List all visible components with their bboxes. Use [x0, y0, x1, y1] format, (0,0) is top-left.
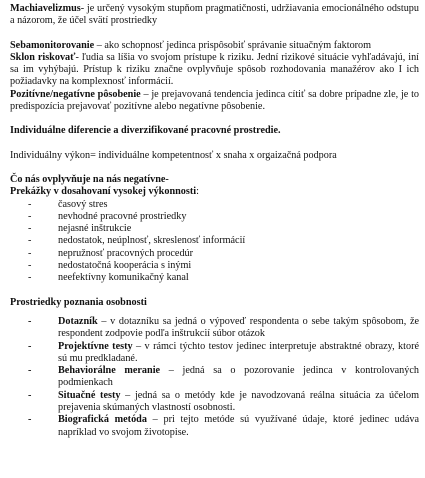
formula-individualny-vykon: Individuálny výkon= individuálne kompetentnosť x snaha x orgaizačná podpora [10, 149, 337, 161]
list-item: - časový stres [28, 199, 419, 211]
list-item [28, 365, 419, 390]
list-item: - nepružnosť pracovných procedúr [28, 248, 419, 260]
term-machiavelizmus: Machiavelizmus [10, 3, 81, 14]
method-term: Behaviorálne meranie [58, 365, 161, 377]
term-pozitivne-negativne: Pozitívne/negatívne pôsobenie [10, 88, 141, 100]
machiavelizmus-text: - je určený vysokým stupňom pragmatičnosti, udržiavania emocionálného odstupu a názorom, že účel svätí prostriedky [10, 3, 419, 27]
method-text: – jedná sa o pozorovanie jedinca v kontrolovaných podmienkach [58, 365, 419, 389]
list-item: - nedostatočná kooperácia s inými [28, 260, 419, 272]
term-sebamonitorovanie: Sebamonitorovanie [10, 39, 95, 51]
paragraph-sebamonitorovanie [10, 40, 419, 114]
list-item: - nedostatok, neúplnosť, skreslenosť informácií [28, 235, 419, 247]
sebamonitorovanie-text: – ako schopnosť jedinca prispôsobiť správanie situačným faktorom [94, 39, 372, 51]
method-text: – pri tejto metóde sú využívané údaje, ktoré jedinec udáva napríklad vo svojom životopise. [58, 414, 419, 438]
list-item: - nejasné inštrukcie [28, 223, 419, 235]
list-item [28, 316, 419, 341]
method-text: – jedná sa o metódy kde je navodzovaná reálna situácia za účelom prejavenia skúmaných vlastností osobnosti. [58, 389, 419, 414]
heading-co-nas-ovplyvnuje: Čo nás ovplyvňuje na nás negatívne- [10, 173, 169, 185]
list-item [28, 390, 419, 415]
methods-list [10, 316, 419, 439]
list-item [28, 414, 419, 439]
paragraph-machiavelizmus [10, 3, 419, 28]
list-item: - nevhodné pracovné prostriedky [28, 211, 419, 223]
method-text: – v rámci týchto testov jedinec interpretuje abstraktné obrazy, ktoré sú mu predkladané. [58, 340, 419, 364]
obstacles-list [10, 199, 419, 285]
heading-prekazky: Prekážky v dosahovaní vysokej výkonnosti: [10, 186, 199, 198]
method-text: – v dotazníku sa jedná o výpoveď respondenta o sebe takým spôsobom, že respondent zodpovie podľa inštrukcií súbor otázok [58, 315, 419, 340]
sklon-riskovat-text: - ľudia sa líšia vo svojom prístupe k riziku. Jední rizikové situácie vyhľadávajú, iní sa im vyhýbajú. Prístup k riziku značne ovplyvňuje spôsob rozhodovania manažérov ako I ich požiadavky na komplexnosť informácií. [10, 51, 419, 88]
method-term: Situačné testy [58, 389, 121, 401]
heading-individualne-diferencie: Individuálne diferencie a diverzifikované pracovné prostredie. [10, 125, 281, 137]
heading-prostriedky-poznania: Prostriedky poznania osobnosti [10, 296, 147, 308]
method-term: Dotazník [58, 315, 98, 327]
term-sklon-riskovat: Sklon riskovať [10, 51, 76, 63]
pozitivne-negativne-text: – je prejavovaná tendencia jedinca cítiť sa dobre prípadne zle, je to predispozícia prejavovať pozitívne alebo negatívne pôsobenie. [10, 88, 419, 113]
list-item: - neefektívny komunikačný kanal [28, 272, 419, 284]
list-item [28, 341, 419, 366]
method-term: Biografická metóda [58, 414, 147, 426]
method-term: Projektívne testy [58, 340, 133, 352]
